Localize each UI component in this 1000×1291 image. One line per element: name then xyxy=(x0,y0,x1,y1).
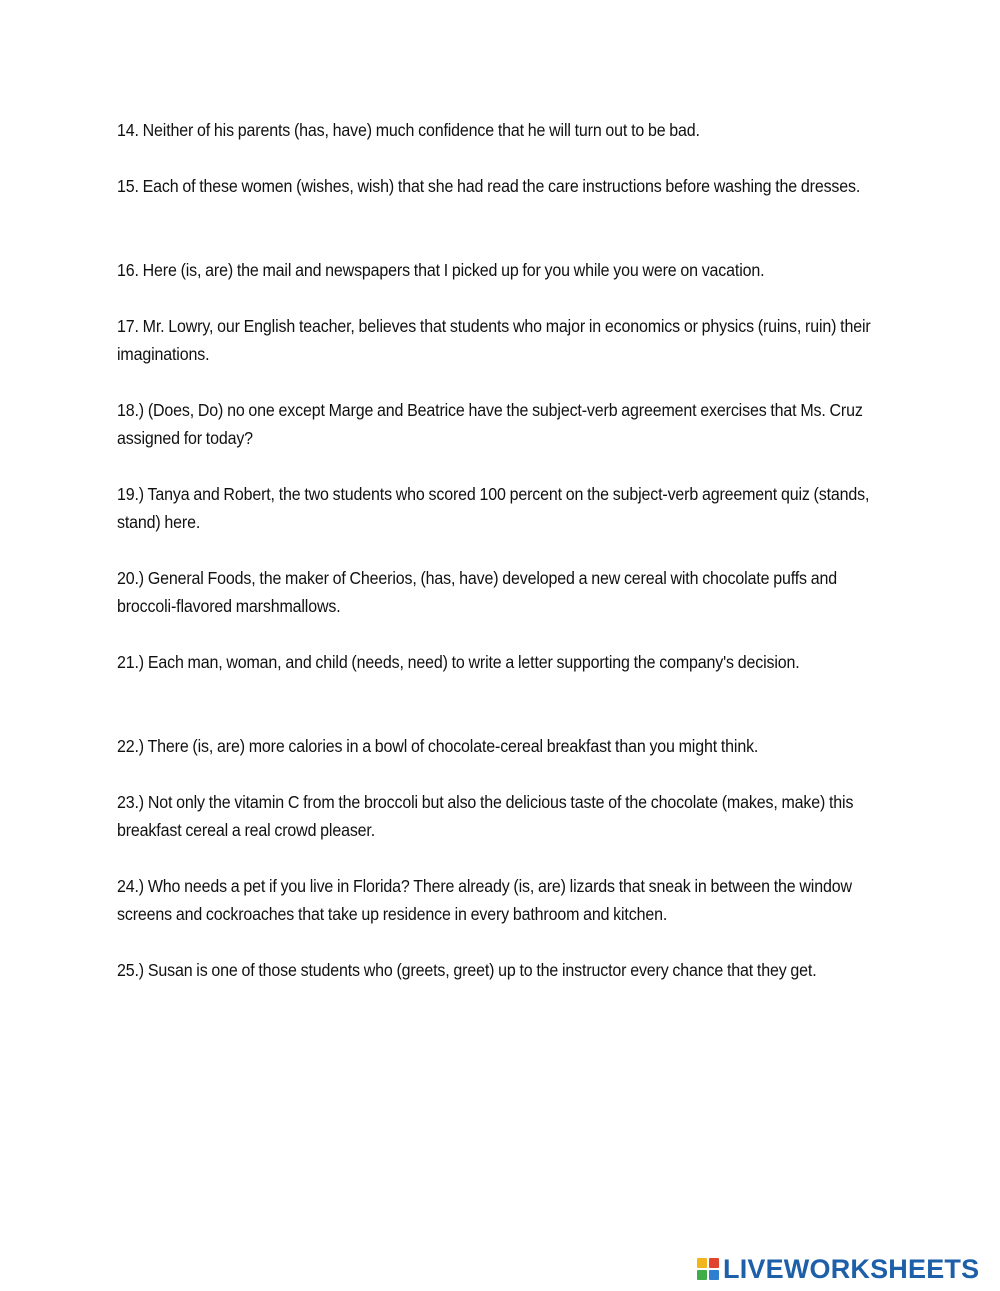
question-16: 16. Here (is, are) the mail and newspapers that I picked up for you while you were on vacation. xyxy=(117,260,765,280)
question-15: 15. Each of these women (wishes, wish) that she had read the care instructions before washing the dresses. xyxy=(117,176,861,196)
question-22: 22.) There (is, are) more calories in a bowl of chocolate-cereal breakfast than you might think. xyxy=(117,736,759,756)
question-23: 23.) Not only the vitamin C from the broccoli but also the delicious taste of the chocolate (makes, make) this breakfast cereal a real crowd pleaser. xyxy=(117,792,854,840)
question-19: 19.) Tanya and Robert, the two students who scored 100 percent on the subject-verb agreement quiz (stands, stand) here. xyxy=(117,484,870,532)
question-17: 17. Mr. Lowry, our English teacher, believes that students who major in economics or physics (ruins, ruin) their imaginations. xyxy=(117,316,871,364)
liveworksheets-logo-icon xyxy=(697,1258,719,1280)
question-25: 25.) Susan is one of those students who (greets, greet) up to the instructor every chance that they get. xyxy=(117,960,817,980)
question-18: 18.) (Does, Do) no one except Marge and Beatrice have the subject-verb agreement exercises that Ms. Cruz assigned for today? xyxy=(117,400,863,448)
liveworksheets-logo xyxy=(697,1254,979,1284)
question-14: 14. Neither of his parents (has, have) much confidence that he will turn out to be bad. xyxy=(117,120,700,140)
question-24: 24.) Who needs a pet if you live in Florida? There already (is, are) lizards that sneak in between the window screens and cockroaches that take up residence in every bathroom and kitchen. xyxy=(117,876,852,924)
liveworksheets-logo-text: LIVEWORKSHEETS xyxy=(723,1254,980,1284)
question-21: 21.) Each man, woman, and child (needs, need) to write a letter supporting the company's decision. xyxy=(117,652,800,672)
question-20: 20.) General Foods, the maker of Cheerios, (has, have) developed a new cereal with chocolate puffs and broccoli-flavored marshmallows. xyxy=(117,568,837,616)
